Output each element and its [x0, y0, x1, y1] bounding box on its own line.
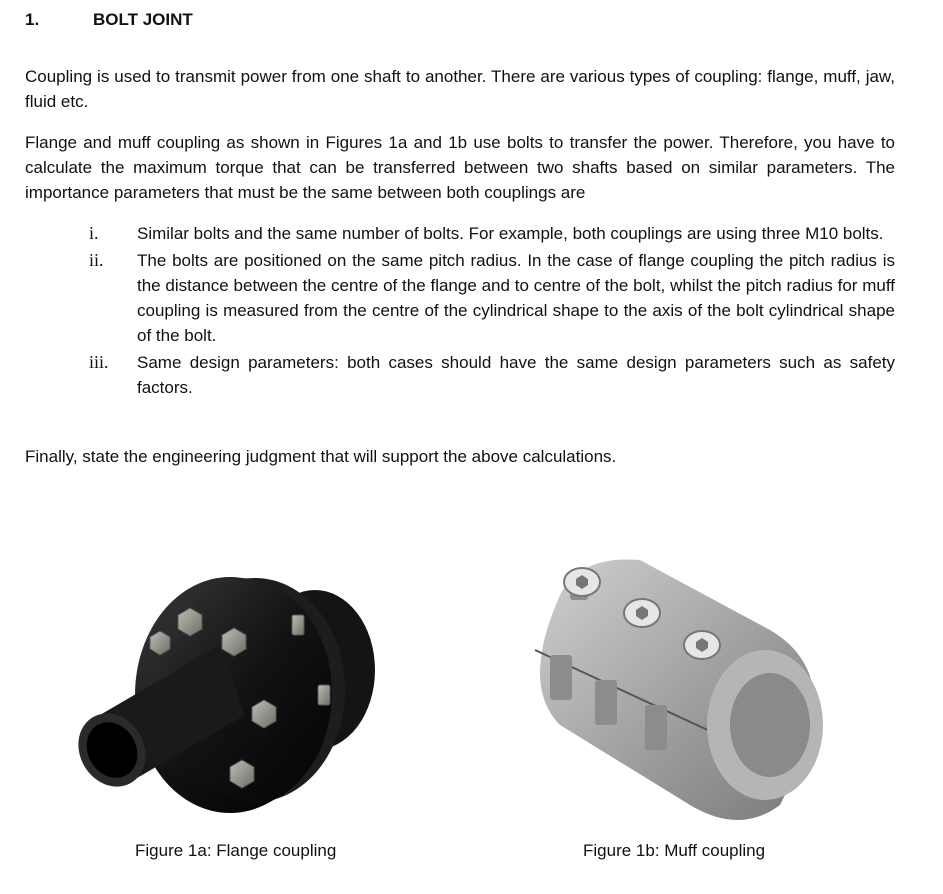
- parameter-list: [25, 221, 895, 402]
- list-item: [25, 248, 895, 348]
- task-paragraph: Flange and muff coupling as shown in Figures 1a and 1b use bolts to transfer the power. Therefore, you have to calculate the maximum torque that can be transferred between two shafts based on similar parameters. The importance parameters that must be the same between both couplings are: [25, 133, 895, 202]
- list-item-text: Same design parameters: both cases should have the same design parameters such as safety factors.: [137, 353, 895, 397]
- section-title: BOLT JOINT: [93, 10, 193, 29]
- list-marker: iii.: [89, 352, 109, 372]
- muff-coupling-image: [520, 535, 850, 835]
- list-item: [25, 350, 895, 400]
- flange-coupling-figure: [70, 575, 390, 825]
- section-number: 1.: [25, 10, 40, 29]
- flange-coupling-image: [70, 575, 390, 825]
- list-item: [25, 221, 895, 246]
- list-item-text: Similar bolts and the same number of bolts. For example, both couplings are using three M10 bolts.: [137, 224, 884, 243]
- intro-paragraph: Coupling is used to transmit power from one shaft to another. There are various types of coupling: flange, muff, jaw, fluid etc.: [25, 67, 895, 111]
- list-item-text: The bolts are positioned on the same pitch radius. In the case of flange coupling the pitch radius is the distance between the centre of the flange and to centre of the bolt, whilst the pitch radius for muff coupling is measured from the centre of the cylindrical shape to the axis of the bolt cylindrical shape of the bolt.: [137, 251, 895, 345]
- section-heading: [25, 10, 193, 30]
- list-marker: ii.: [89, 250, 104, 270]
- muff-coupling-figure: [520, 535, 850, 835]
- list-marker: i.: [89, 223, 99, 243]
- figure-1a-caption: Figure 1a: Flange coupling: [135, 841, 337, 860]
- figure-1b-caption: Figure 1b: Muff coupling: [583, 841, 766, 860]
- final-paragraph: Finally, state the engineering judgment that will support the above calculations.: [25, 447, 617, 466]
